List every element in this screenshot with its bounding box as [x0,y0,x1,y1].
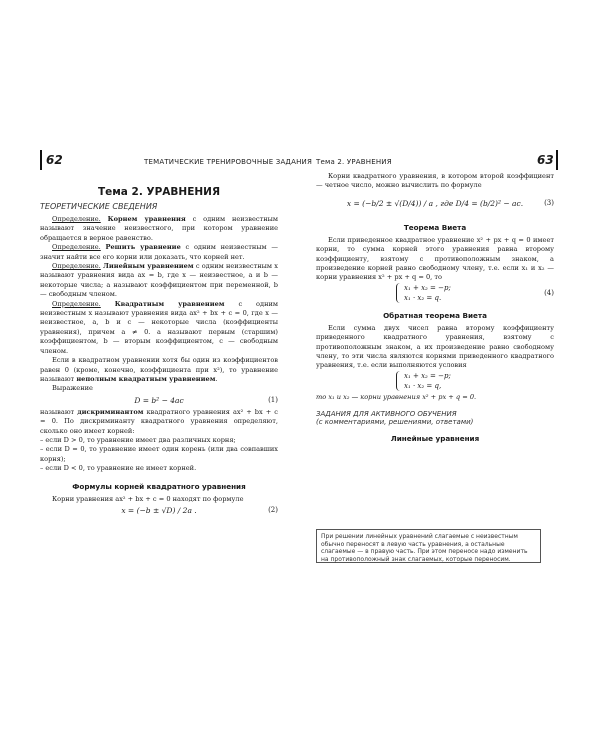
system-brace [396,283,401,303]
system-line-product: x₁ · x₂ = q, [404,381,442,390]
formulas-heading: Формулы корней квадратного уравнения [72,481,246,491]
definition-root: Определение. Корнем уравнения с одним неизвестным называют значение неизвестного, при котором уравнение обращается в верное равенство. [40,215,278,242]
vieta-text: Если приведенное квадратное уравнение x² + px + q = 0 имеет корни, то сумма корней этого уравнения равна второму коэффициенту, взятому с противоположным знаком, а произведение корней равно свободному члену, т.е. если x₁ и x₂ — корни уравнения x² + px + q = 0, то [316,235,554,282]
equation-3 [316,191,554,217]
expression-label: Выражение [52,384,93,393]
equation-3-number: (3) [544,198,554,207]
right-page-body [316,172,554,443]
page-title: Тема 2. УРАВНЕНИЯ [97,186,221,198]
left-running-head: ТЕМАТИЧЕСКИЕ ТРЕНИРОВОЧНЫЕ ЗАДАНИЯ [144,158,313,166]
linear-equations-note: При решении линейных уравнений слагаемые с неизвестным обычно переносят в левую часть уравнения, а остальные слагаемые — в правую часть. При этом переносе надо изменить на противоположный знак слагаемых, которые переносим. [316,529,541,563]
system-line-sum: x₁ + x₂ = −p; [404,283,451,292]
right-running-head: Тема 2. УРАВНЕНИЯ [316,158,392,166]
active-learning-subtitle: (с комментариями, решениями, ответами) [316,418,474,427]
even-coefficient-text: Корни квадратного уравнения, в котором второй коэффициент — четное число, можно вычислить по формуле [316,172,554,190]
linear-equations-heading: Линейные уравнения [390,434,480,444]
left-page-body [40,186,278,520]
formula-3: x = (−b/2 ± √(D/4)) / a , где D/4 = (b/2)² − ac. [346,198,524,208]
case-negative: – если D < 0, то уравнение не имеет корней. [40,464,197,473]
equation-1-number: (1) [268,395,278,404]
definition-linear: Определение. Линейным уравнением с одним неизвестным x называют уравнения вида ax = b, где x — неизвестное, a и b — некоторые числа; a называют коэффициентом при переменной, b — свободным членом. [40,262,278,299]
case-zero: – если D = 0, то уравнение имеет один корень (или два совпавших корня); [40,445,278,463]
right-page-number: 63 [537,153,554,167]
definition-solve: Определение. Решить уравнение с одним неизвестным — значит найти все его корни или доказать, что корней нет. [40,243,278,261]
active-learning-title: ЗАДАНИЯ ДЛЯ АКТИВНОГО ОБУЧЕНИЯ [316,410,457,419]
theory-subsection: ТЕОРЕТИЧЕСКИЕ СВЕДЕНИЯ [40,202,158,211]
equation-4-number: (4) [544,288,554,297]
system-brace [396,371,401,391]
converse-vieta-heading: Обратная теорема Виета [383,310,487,320]
vieta-system [316,283,554,305]
formulas-text: Корни уравнения ax² + bx + c = 0 находят по формуле [52,494,244,503]
system-line-product: x₁ · x₂ = q. [404,293,442,302]
roots-formula: x = (−b ± √D) / 2a . [121,505,197,515]
vieta-heading: Теорема Виета [403,222,467,232]
converse-conclusion: то x₁ и x₂ — корни уравнения x² + px + q = 0. [316,392,477,401]
left-page-marker [40,150,42,170]
equation-2-number: (2) [268,505,278,514]
converse-system [316,371,554,393]
definition-quadratic: Определение. Квадратным уравнением с одним неизвестным x называют уравнения вида ax² + bx + c = 0, где x — неизвестное, a, b и c — некоторые числа (коэффициенты уравнения), причем a ≠ 0. a называют первым (старшим) коэффициентом, b — вторым коэффициентом, c — свободным членом. [40,299,278,355]
discriminant-formula: D = b² − 4ac [134,395,184,405]
left-page-number: 62 [46,153,63,167]
equation-1 [40,394,278,408]
converse-vieta-text: Если сумма двух чисел равна второму коэффициенту приведенного квадратного уравнения, взятому с противоположным знаком, а их произведение равно свободному члену, то эти числа являются корнями приведенного квадратного уравнения, т.е. если выполняются условия [316,323,554,370]
right-page-marker [556,150,558,170]
incomplete-quadratic: Если в квадратном уравнении хотя бы один из коэффициентов равен 0 (кроме, конечно, коэффициента при x²), то уравнение называют неполным квадратным уравнением. [40,356,278,383]
equation-2 [40,504,278,520]
system-line-sum: x₁ + x₂ = −p; [404,371,451,380]
case-positive: – если D > 0, то уравнение имеет два различных корня; [40,435,236,444]
discriminant-text: называют дискриминантом квадратного уравнения ax² + bx + c = 0. По дискриминанту квадратного уравнения определяют, сколько оно имеет корней: [40,407,278,435]
